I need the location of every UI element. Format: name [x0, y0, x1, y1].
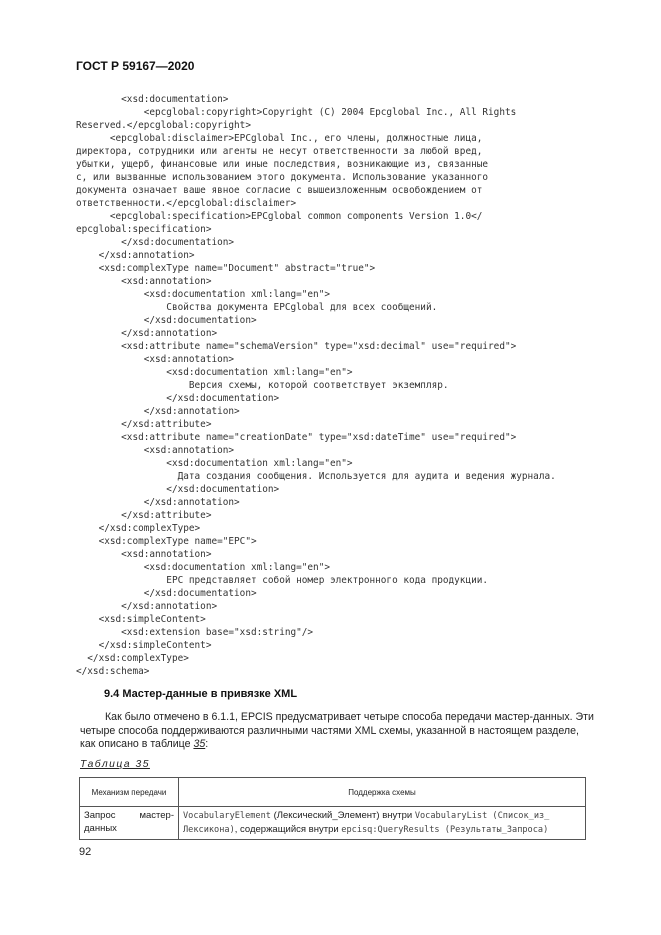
paragraph-line: Как было отмечено в 6.1.1, EPCIS предусматривает четыре способа передачи мастер-данных. Эти	[105, 711, 594, 723]
column-header: Поддержка схемы	[179, 778, 586, 807]
table-cell	[179, 807, 586, 840]
paragraph-line-text: как описано в таблице	[80, 738, 194, 750]
code-line: с, или вызванные использованием этого документа. Использование указанного	[76, 172, 489, 183]
body-paragraph	[80, 711, 594, 752]
code-line: <xsd:annotation>	[76, 276, 212, 287]
cell-code: VocabularyElement	[183, 811, 271, 821]
code-line: ответственности.</epcglobal:disclaimer>	[76, 198, 297, 209]
cell-code: Лексикона)	[183, 825, 235, 835]
code-line: директора, сотрудники или агенты не несут ответственности за любой вред,	[76, 146, 483, 157]
code-line: <xsd:documentation xml:lang="en">	[76, 367, 353, 378]
code-line: <xsd:simpleContent>	[76, 614, 206, 625]
cell-text: (Лексический_Элемент) внутри	[270, 810, 415, 821]
table-header-row	[80, 778, 586, 807]
code-line: </xsd:schema>	[76, 666, 150, 677]
code-line: <xsd:extension base="xsd:string"/>	[76, 627, 314, 638]
code-line: <xsd:annotation>	[76, 354, 235, 365]
table-caption: Таблица 35	[80, 759, 150, 770]
code-line: </xsd:complexType>	[76, 653, 189, 664]
code-line: Версия схемы, которой соответствует экземпляр.	[76, 380, 449, 391]
code-line: </xsd:documentation>	[76, 588, 257, 599]
code-line: </xsd:annotation>	[76, 250, 195, 261]
code-line: Дата создания сообщения. Используется для аудита и ведения журнала.	[76, 471, 556, 482]
code-line: <epcglobal:specification>EPCglobal common components Version 1.0</	[76, 211, 483, 222]
code-line: <xsd:documentation xml:lang="en">	[76, 562, 330, 573]
cell-line: данных	[84, 823, 117, 834]
code-line: <xsd:complexType name="Document" abstract="true">	[76, 263, 376, 274]
code-line: Свойства документа EPCglobal для всех сообщений.	[76, 302, 438, 313]
code-line: </xsd:annotation>	[76, 601, 218, 612]
code-line: <xsd:attribute name="schemaVersion" type="xsd:decimal" use="required">	[76, 341, 517, 352]
code-line: <epcglobal:copyright>Copyright (C) 2004 Epcglobal Inc., All Rights	[76, 107, 517, 118]
table-35	[79, 777, 586, 840]
code-line: <xsd:attribute name="creationDate" type="xsd:dateTime" use="required">	[76, 432, 517, 443]
code-line: </xsd:complexType>	[76, 523, 201, 534]
xml-code-block	[76, 93, 596, 691]
paragraph-line: четыре способа поддерживаются различными частями XML схемы, указанной в настоящем разделе,	[80, 724, 579, 737]
column-header: Механизм передачи	[80, 778, 179, 807]
code-line: </xsd:annotation>	[76, 497, 240, 508]
code-line: </xsd:simpleContent>	[76, 640, 212, 651]
code-line: <epcglobal:disclaimer>EPCglobal Inc., его члены, должностные лица,	[76, 133, 483, 144]
cell-line	[183, 823, 581, 837]
code-line: </xsd:annotation>	[76, 406, 240, 417]
page-number: 92	[79, 846, 92, 858]
cell-word: мастер-	[139, 810, 174, 821]
cell-line	[84, 809, 174, 822]
code-line: Reserved.</epcglobal:copyright>	[76, 120, 251, 131]
cell-text: , содержащийся внутри	[234, 824, 342, 835]
cell-word: Запрос	[84, 810, 116, 821]
cell-code: VocabularyList (Список_из_	[414, 811, 550, 821]
table-cell	[80, 807, 179, 840]
code-line: </xsd:documentation>	[76, 237, 235, 248]
code-line: <xsd:annotation>	[76, 549, 212, 560]
code-line: <xsd:documentation xml:lang="en">	[76, 289, 330, 300]
code-line: EPC представляет собой номер электронного кода продукции.	[76, 575, 489, 586]
code-line: epcglobal:specification>	[76, 224, 212, 235]
code-line: </xsd:annotation>	[76, 328, 218, 339]
code-line: документа означает ваше явное согласие с вышеизложенным освобождением от	[76, 185, 483, 196]
code-line: <xsd:complexType name="EPC">	[76, 536, 257, 547]
table-reference-link[interactable]: 35	[193, 738, 206, 750]
code-line: </xsd:documentation>	[76, 484, 280, 495]
paragraph-line	[80, 738, 586, 752]
section-heading: 9.4 Мастер-данные в привязке XML	[104, 688, 298, 700]
paragraph-colon: :	[205, 738, 209, 750]
cell-line	[183, 809, 581, 823]
code-line: <xsd:documentation>	[76, 94, 229, 105]
code-line: </xsd:attribute>	[76, 419, 212, 430]
cell-code: epcisq:QueryResults (Результаты_Запроса)	[341, 825, 549, 835]
code-line: </xsd:documentation>	[76, 315, 257, 326]
code-line: <xsd:documentation xml:lang="en">	[76, 458, 353, 469]
table-row	[80, 807, 586, 840]
code-line: убытки, ущерб, финансовые или иные последствия, возникающие из, связанные	[76, 159, 489, 170]
code-line: </xsd:attribute>	[76, 510, 212, 521]
page-header: ГОСТ Р 59167—2020	[76, 59, 195, 73]
code-line: <xsd:annotation>	[76, 445, 235, 456]
code-line: </xsd:documentation>	[76, 393, 280, 404]
